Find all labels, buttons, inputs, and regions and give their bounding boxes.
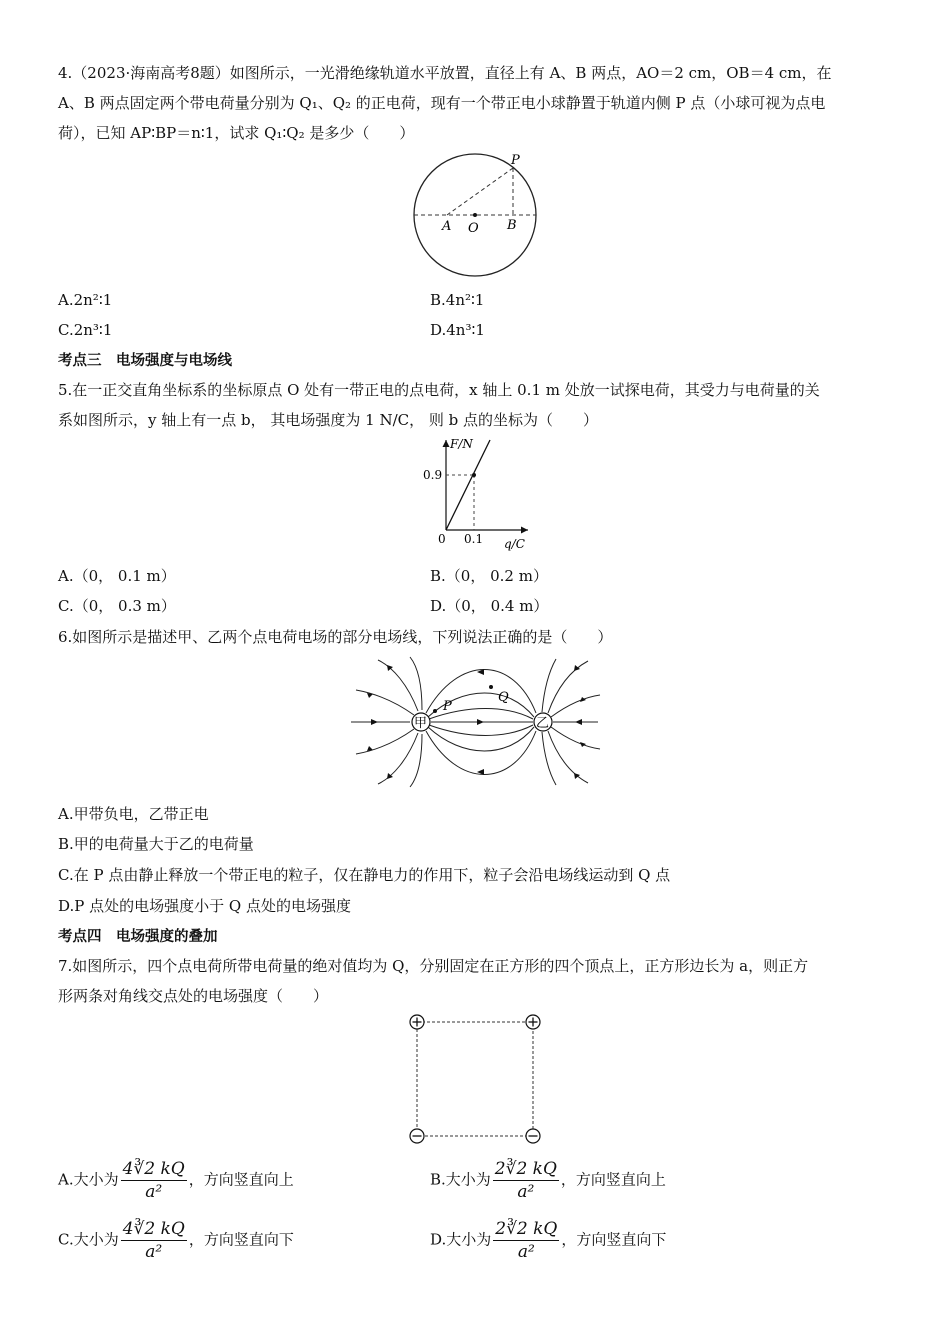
minus-charge-bottom-right <box>526 1129 540 1143</box>
q6-label-q: Q <box>498 690 509 705</box>
section-heading-3: 考点三 电场强度与电场线 <box>58 353 232 369</box>
q7-option-c: C.大小为 $\frac{4∛2 kQ}{\text{a²}}$ ，方向竖直向下 <box>58 1219 294 1262</box>
plus-charge-top-right <box>526 1015 540 1029</box>
q6-option-d: D.P 点处的电场强度小于 Q 点处的电场强度 <box>58 897 351 915</box>
q6-charge-jia: 甲 <box>414 716 428 731</box>
q4-circle-diagram <box>405 150 550 280</box>
q4-option-d: D.4n³∶1 <box>430 321 485 339</box>
q5-ylabel: F/N <box>450 437 473 451</box>
q7-option-a: A.大小为 $\frac{4∛2 kQ}{\text{a²}}$ ，方向竖直向上 <box>58 1159 294 1202</box>
q7-option-a-denominator: a² <box>145 1182 163 1202</box>
q4-text-line2: A、B 两点固定两个带电荷量分别为 Q₁、Q₂ 的正电荷，现有一个带正电小球静置于轨道内侧 P 点（小球可视为点电 <box>58 94 826 112</box>
q4-option-a: A.2n²∶1 <box>58 291 113 309</box>
q6-charge-yi: 乙 <box>536 716 550 731</box>
q6-option-c: C.在 P 点由静止释放一个带正电的粒子，仅在静电力的作用下，粒子会沿电场线运动到 Q 点 <box>58 866 671 884</box>
q5-option-d: D.（0， 0.4 m） <box>430 597 549 615</box>
q7-text-line1: 7.如图所示，四个点电荷所带电荷量的绝对值均为 Q，分别固定在正方形的四个顶点上，正方形边长为 a，则正方 <box>58 957 809 975</box>
section-heading-4: 考点四 电场强度的叠加 <box>58 929 218 945</box>
plus-charge-top-left <box>410 1015 424 1029</box>
q5-origin-label: 0 <box>438 532 446 546</box>
q7-option-d-denominator: a² <box>517 1242 535 1262</box>
q6-label-p: P <box>443 699 452 714</box>
q4-option-c: C.2n³∶1 <box>58 321 113 339</box>
q6-text-line1: 6.如图所示是描述甲、乙两个点电荷电场的部分电场线，下列说法正确的是（ ） <box>58 628 613 646</box>
q5-text-line2: 系如图所示，y 轴上有一点 b， 其电场强度为 1 N/C， 则 b 点的坐标为（ ） <box>58 411 599 429</box>
q5-text-line1: 5.在一正交直角坐标系的坐标原点 O 处有一带正电的点电荷，x 轴上 0.1 m 处放一试探电荷，其受力与电荷量的关 <box>58 381 820 399</box>
q4-label-p: P <box>511 153 520 168</box>
q4-text-line1: 4.（2023·海南高考8题）如图所示，一光滑绝缘轨道水平放置，直径上有 A、B 两点，AO＝2 cm，OB＝4 cm，在 <box>58 64 832 82</box>
q6-option-a: A.甲带负电，乙带正电 <box>58 805 209 823</box>
minus-charge-bottom-left <box>410 1129 424 1143</box>
q5-xtick-label: 0.1 <box>464 532 484 546</box>
q7-text-line2: 形两条对角线交点处的电场强度（ ） <box>58 987 329 1005</box>
q5-force-charge-graph <box>418 432 538 554</box>
q7-option-c-numerator: 4∛2 kQ <box>122 1219 185 1239</box>
q6-option-b: B.甲的电荷量大于乙的电荷量 <box>58 835 254 853</box>
q5-xlabel: q/C <box>504 537 525 551</box>
q7-option-a-numerator: 4∛2 kQ <box>122 1159 185 1179</box>
q5-option-c: C.（0， 0.3 m） <box>58 597 176 615</box>
q4-label-o: O <box>468 221 479 236</box>
q7-option-d: D.大小为 $\frac{2∛2 kQ}{\text{a²}}$ ，方向竖直向下 <box>430 1219 667 1262</box>
q7-option-c-denominator: a² <box>145 1242 163 1262</box>
q5-option-a: A.（0， 0.1 m） <box>58 567 176 585</box>
q4-option-b: B.4n²∶1 <box>430 291 485 309</box>
q7-option-b-denominator: a² <box>517 1182 535 1202</box>
q7-option-b-numerator: 2∛2 kQ <box>494 1159 557 1179</box>
q7-option-b: B.大小为 $\frac{2∛2 kQ}{\text{a²}}$ ，方向竖直向上 <box>430 1159 666 1202</box>
q5-ytick-label: 0.9 <box>423 468 443 482</box>
q5-option-b: B.（0， 0.2 m） <box>430 567 548 585</box>
q7-option-d-numerator: 2∛2 kQ <box>495 1219 558 1239</box>
q7-square-charges-diagram <box>405 1012 545 1147</box>
q4-text-line3: 荷），已知 AP∶BP＝n∶1，试求 Q₁∶Q₂ 是多少（ ） <box>58 124 415 142</box>
q6-field-lines-diagram <box>348 655 603 790</box>
q4-label-a: A <box>442 219 452 234</box>
q4-label-b: B <box>507 218 517 233</box>
